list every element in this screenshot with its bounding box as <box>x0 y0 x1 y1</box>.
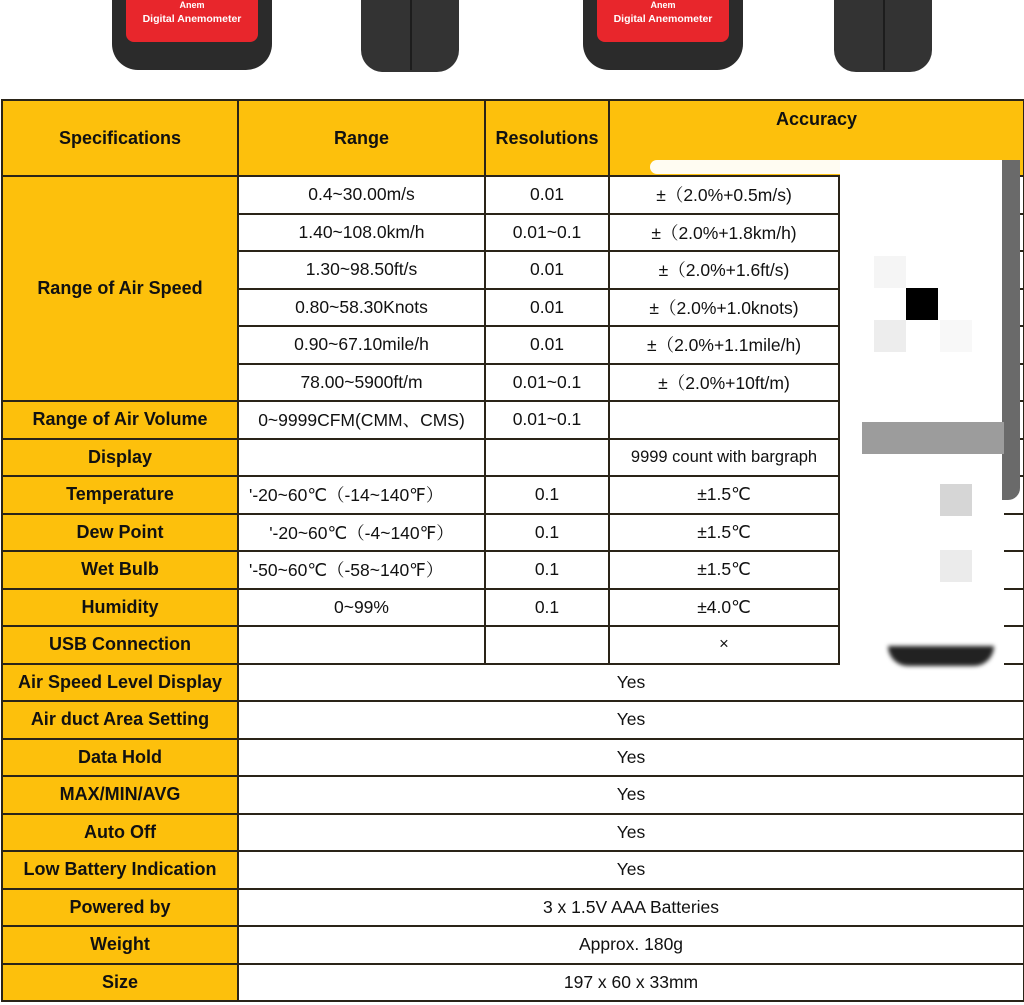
cell-range: '-50~60℃（-58~140℉） <box>238 551 485 589</box>
cell-range: 78.00~5900ft/m <box>238 364 485 402</box>
header-accuracy: Accuracy <box>609 100 1024 176</box>
row-label-dew-point: Dew Point <box>2 514 238 552</box>
row-label-air-speed: Range of Air Speed <box>2 176 238 401</box>
cell-value: Yes <box>238 664 1024 702</box>
cell-value: 197 x 60 x 33mm <box>238 964 1024 1002</box>
overlay-dark-blob <box>888 646 994 666</box>
cell-resolution <box>485 439 609 477</box>
cell-resolution: 0.1 <box>485 514 609 552</box>
cell-value: Yes <box>238 739 1024 777</box>
row-label-humidity: Humidity <box>2 589 238 627</box>
cell-accuracy: × <box>609 626 839 664</box>
cell-resolution: 0.01~0.1 <box>485 364 609 402</box>
overlay-pixel-block <box>874 256 906 288</box>
cell-accuracy: ±1.5℃ <box>609 476 839 514</box>
header-range: Range <box>238 100 485 176</box>
cell-accuracy: ±（2.0%+10ft/m) <box>609 364 839 402</box>
row-label-air-volume: Range of Air Volume <box>2 401 238 439</box>
table-row <box>2 701 1024 739</box>
cell-accuracy <box>609 401 839 439</box>
cell-range: 0.90~67.10mile/h <box>238 326 485 364</box>
cell-accuracy: ±（2.0%+0.5m/s) <box>609 176 839 214</box>
row-label-air-duct-area-setting: Air duct Area Setting <box>2 701 238 739</box>
cell-value: Yes <box>238 776 1024 814</box>
anemometer-front-image-1 <box>112 0 272 70</box>
row-label-display: Display <box>2 439 238 477</box>
cell-accuracy: ±4.0℃ <box>609 589 839 627</box>
table-row <box>2 739 1024 777</box>
overlay-pixel-block <box>940 550 972 582</box>
cell-resolution: 0.1 <box>485 476 609 514</box>
row-label-wet-bulb: Wet Bulb <box>2 551 238 589</box>
table-row <box>2 889 1024 927</box>
anemometer-side-image-2 <box>834 0 932 72</box>
cell-resolution: 0.01 <box>485 251 609 289</box>
row-label-temperature: Temperature <box>2 476 238 514</box>
row-label-size: Size <box>2 964 238 1002</box>
cell-value: Yes <box>238 851 1024 889</box>
cell-value: Yes <box>238 701 1024 739</box>
device-model-text: Digital Anemometer <box>613 13 713 25</box>
device-brand-text: Anem <box>179 0 205 10</box>
product-photo-strip <box>0 0 1024 96</box>
row-label-air-speed-level-display: Air Speed Level Display <box>2 664 238 702</box>
cell-resolution: 0.1 <box>485 589 609 627</box>
row-label-max-min-avg: MAX/MIN/AVG <box>2 776 238 814</box>
header-specifications: Specifications <box>2 100 238 176</box>
cell-accuracy: ±（2.0%+1.1mile/h) <box>609 326 839 364</box>
header-resolutions: Resolutions <box>485 100 609 176</box>
table-row <box>2 814 1024 852</box>
cell-resolution: 0.01 <box>485 289 609 327</box>
overlay-pixel-block <box>940 484 972 516</box>
cell-resolution: 0.01~0.1 <box>485 401 609 439</box>
cell-value: 3 x 1.5V AAA Batteries <box>238 889 1024 927</box>
overlay-pixel-block <box>940 320 972 352</box>
cell-range: 0~99% <box>238 589 485 627</box>
cell-range: 0.4~30.00m/s <box>238 176 485 214</box>
cell-range: 1.40~108.0km/h <box>238 214 485 252</box>
cell-accuracy: ±（2.0%+1.0knots) <box>609 289 839 327</box>
table-row <box>2 926 1024 964</box>
anemometer-side-image-1 <box>361 0 459 72</box>
device-model-text: Digital Anemometer <box>142 13 242 25</box>
cell-value: Approx. 180g <box>238 926 1024 964</box>
cell-accuracy: ±1.5℃ <box>609 551 839 589</box>
cell-accuracy: ±1.5℃ <box>609 514 839 552</box>
overlay-pixel-block <box>874 320 906 352</box>
cell-resolution <box>485 626 609 664</box>
cell-resolution: 0.1 <box>485 551 609 589</box>
row-label-auto-off: Auto Off <box>2 814 238 852</box>
cell-range: 0~9999CFM(CMM、CMS) <box>238 401 485 439</box>
cell-accuracy: ±（2.0%+1.6ft/s) <box>609 251 839 289</box>
cell-accuracy: ±（2.0%+1.8km/h) <box>609 214 839 252</box>
overlay-grey-bar <box>862 422 1004 454</box>
cell-accuracy: 9999 count with bargraph <box>609 439 839 477</box>
cell-range <box>238 626 485 664</box>
anemometer-front-image-2 <box>583 0 743 70</box>
cell-range <box>238 439 485 477</box>
cell-range: '-20~60℃（-4~140℉） <box>238 514 485 552</box>
table-row <box>2 851 1024 889</box>
row-label-data-hold: Data Hold <box>2 739 238 777</box>
overlay-shadow <box>1002 160 1020 500</box>
cell-range: '-20~60℃（-14~140℉） <box>238 476 485 514</box>
table-row <box>2 776 1024 814</box>
cell-range: 0.80~58.30Knots <box>238 289 485 327</box>
row-label-usb-connection: USB Connection <box>2 626 238 664</box>
row-label-powered-by: Powered by <box>2 889 238 927</box>
table-row <box>2 964 1024 1002</box>
row-label-low-battery-indication: Low Battery Indication <box>2 851 238 889</box>
obscured-region-overlay <box>840 160 1004 670</box>
row-label-weight: Weight <box>2 926 238 964</box>
cell-resolution: 0.01 <box>485 326 609 364</box>
cell-value: Yes <box>238 814 1024 852</box>
cell-resolution: 0.01~0.1 <box>485 214 609 252</box>
overlay-pixel-block <box>906 288 938 320</box>
cell-range: 1.30~98.50ft/s <box>238 251 485 289</box>
cell-resolution: 0.01 <box>485 176 609 214</box>
device-brand-text: Anem <box>650 0 676 10</box>
